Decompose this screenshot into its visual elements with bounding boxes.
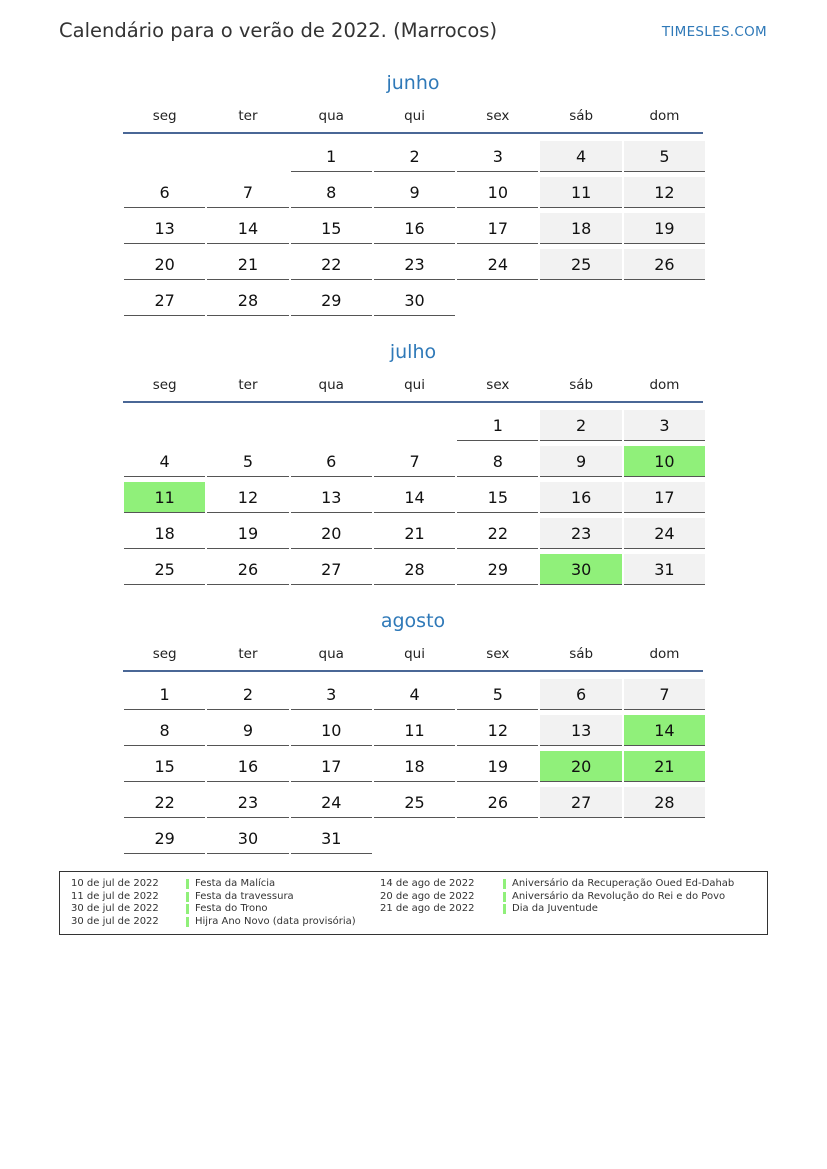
day-cell [123,712,206,748]
day-number: 14 [624,715,705,746]
empty-cell [206,407,289,443]
day-number: 16 [207,751,288,782]
month-junho [123,70,703,318]
day-number: 23 [374,249,455,280]
legend-holiday-name: Aniversário da Recuperação Oued Ed-Dahab [512,878,735,889]
day-number: 29 [457,554,538,585]
day-cell [623,138,706,174]
legend-holiday-name: Festa do Trono [195,903,268,914]
day-cell [456,712,539,748]
day-cell [206,712,289,748]
day-number: 3 [291,679,372,710]
day-cell [290,479,373,515]
day-cell [539,407,622,443]
day-number: 19 [624,213,705,244]
weekday-label: ter [238,108,258,124]
month-agosto [123,608,703,856]
weekday-label: qui [404,646,425,662]
weekday-label: qui [404,108,425,124]
weekday-label: qua [318,108,344,124]
day-number: 25 [124,554,205,585]
holiday-day-cell [623,443,706,479]
legend-date: 30 de jul de 2022 [71,903,159,914]
day-number: 2 [207,679,288,710]
weekday-label: sáb [569,646,594,662]
holiday-marker [186,904,189,914]
empty-cell [123,407,206,443]
legend-holiday-name: Festa da travessura [195,890,294,902]
day-cell [206,515,289,551]
holiday-marker [186,879,189,889]
weekday-label: qui [404,377,425,393]
day-number: 27 [291,554,372,585]
day-number: 15 [457,482,538,513]
day-number: 9 [540,446,621,477]
day-cell [123,443,206,479]
brand-link[interactable]: TIMESLES.COM [661,24,767,40]
day-number: 2 [540,410,621,441]
day-cell [373,443,456,479]
weekday-label: ter [238,377,258,393]
day-cell [623,174,706,210]
day-number: 3 [457,141,538,172]
day-cell [623,407,706,443]
day-cell [290,138,373,174]
day-number: 30 [374,285,455,316]
day-cell [206,479,289,515]
legend-date: 30 de jul de 2022 [71,915,159,927]
day-number: 7 [207,177,288,208]
day-number: 22 [457,518,538,549]
day-cell [456,515,539,551]
day-number: 16 [540,482,621,513]
day-number: 31 [624,554,705,585]
day-cell [373,282,456,318]
weekday-label: sex [486,108,510,124]
day-number: 18 [124,518,205,549]
day-number: 17 [291,751,372,782]
day-cell [456,784,539,820]
day-cell [373,784,456,820]
day-cell [539,443,622,479]
holiday-legend [59,871,768,935]
day-cell [290,748,373,784]
holiday-day-cell [123,479,206,515]
day-cell [290,551,373,587]
day-number: 22 [291,249,372,280]
day-cell [539,210,622,246]
day-number: 13 [291,482,372,513]
day-cell [539,174,622,210]
day-number: 6 [124,177,205,208]
month-julho [123,339,703,587]
day-cell [206,443,289,479]
weekday-label: seg [152,646,177,662]
weekday-header [123,375,703,403]
month-name: julho [389,341,437,363]
day-cell [623,551,706,587]
day-number: 14 [207,213,288,244]
day-cell [206,551,289,587]
day-number: 12 [457,715,538,746]
weekday-label: qua [318,646,344,662]
day-cell [456,676,539,712]
day-number: 23 [207,787,288,818]
day-cell [623,515,706,551]
day-number: 29 [291,285,372,316]
legend-date: 20 de ago de 2022 [380,890,475,902]
empty-cell [123,138,206,174]
day-cell [539,138,622,174]
day-number: 13 [124,213,205,244]
day-number: 26 [457,787,538,818]
legend-date: 14 de ago de 2022 [380,878,475,889]
day-number: 1 [291,141,372,172]
day-cell [123,515,206,551]
weekday-label: seg [152,108,177,124]
holiday-day-cell [623,712,706,748]
day-number: 11 [374,715,455,746]
month-name: agosto [380,610,446,632]
day-number: 18 [540,213,621,244]
day-number: 17 [624,482,705,513]
day-number: 14 [374,482,455,513]
day-cell [539,676,622,712]
day-cell [123,676,206,712]
day-cell [539,784,622,820]
day-number: 15 [124,751,205,782]
day-cell [373,748,456,784]
day-cell [373,174,456,210]
day-cell [206,282,289,318]
day-number: 15 [291,213,372,244]
day-number: 16 [374,213,455,244]
day-cell [456,174,539,210]
month-name: junho [386,72,440,94]
day-number: 7 [374,446,455,477]
day-number: 8 [457,446,538,477]
day-cell [373,712,456,748]
day-cell [123,551,206,587]
day-cell [539,246,622,282]
day-cell [206,174,289,210]
day-number: 2 [374,141,455,172]
day-cell [206,676,289,712]
day-cell [290,784,373,820]
day-number: 23 [540,518,621,549]
day-number: 9 [207,715,288,746]
day-cell [290,820,373,856]
day-grid [123,407,703,587]
day-cell [623,676,706,712]
day-number: 21 [207,249,288,280]
day-cell [123,282,206,318]
weekday-label: seg [152,377,177,393]
day-cell [373,676,456,712]
day-cell [123,784,206,820]
day-number: 25 [374,787,455,818]
day-number: 11 [124,482,205,513]
day-number: 13 [540,715,621,746]
day-number: 20 [124,249,205,280]
day-cell [373,551,456,587]
day-number: 3 [624,410,705,441]
day-cell [290,246,373,282]
day-number: 4 [374,679,455,710]
day-number: 19 [457,751,538,782]
legend-date: 21 de ago de 2022 [380,903,475,914]
day-number: 31 [291,823,372,854]
weekday-label: ter [238,646,258,662]
empty-cell [206,138,289,174]
legend-date: 10 de jul de 2022 [71,878,159,889]
day-number: 30 [540,554,621,585]
day-number: 28 [207,285,288,316]
day-number: 1 [457,410,538,441]
day-cell [123,210,206,246]
legend-holiday-name: Aniversário da Revolução do Rei e do Povo [512,890,726,902]
day-cell [373,210,456,246]
day-number: 28 [374,554,455,585]
day-number: 4 [124,446,205,477]
day-cell [456,443,539,479]
day-number: 5 [624,141,705,172]
day-number: 21 [374,518,455,549]
day-cell [539,479,622,515]
day-number: 10 [457,177,538,208]
day-cell [623,784,706,820]
day-number: 5 [207,446,288,477]
day-cell [456,479,539,515]
day-cell [456,551,539,587]
legend-holiday-name: Hijra Ano Novo (data provisória) [195,915,356,927]
day-number: 9 [374,177,455,208]
legend-holiday-name: Dia da Juventude [512,903,598,914]
day-number: 24 [291,787,372,818]
day-number: 10 [624,446,705,477]
empty-cell [290,407,373,443]
day-cell [123,748,206,784]
day-cell [456,210,539,246]
day-number: 10 [291,715,372,746]
holiday-marker [186,917,189,927]
day-number: 6 [291,446,372,477]
day-number: 24 [457,249,538,280]
day-cell [123,174,206,210]
day-cell [123,820,206,856]
day-number: 26 [207,554,288,585]
day-number: 17 [457,213,538,244]
day-number: 27 [124,285,205,316]
day-cell [206,784,289,820]
day-cell [206,246,289,282]
weekday-label: dom [649,646,680,662]
day-number: 27 [540,787,621,818]
day-cell [206,210,289,246]
day-cell [373,246,456,282]
day-cell [623,479,706,515]
day-number: 29 [124,823,205,854]
day-number: 11 [540,177,621,208]
day-number: 19 [207,518,288,549]
legend-holiday-name: Festa da Malícia [195,878,276,889]
legend-date: 11 de jul de 2022 [71,890,159,902]
day-cell [623,210,706,246]
weekday-label: qua [318,377,344,393]
day-number: 8 [291,177,372,208]
day-cell [206,748,289,784]
day-number: 7 [624,679,705,710]
weekday-header [123,644,703,672]
day-number: 26 [624,249,705,280]
day-number: 4 [540,141,621,172]
holiday-day-cell [623,748,706,784]
day-number: 5 [457,679,538,710]
weekday-label: dom [649,377,680,393]
day-number: 28 [624,787,705,818]
weekday-label: dom [649,108,680,124]
day-cell [290,282,373,318]
holiday-marker [503,892,506,902]
day-number: 20 [540,751,621,782]
day-number: 1 [124,679,205,710]
weekday-label: sáb [569,377,594,393]
weekday-label: sáb [569,108,594,124]
day-cell [456,138,539,174]
day-cell [206,820,289,856]
day-number: 25 [540,249,621,280]
day-cell [456,407,539,443]
day-number: 6 [540,679,621,710]
day-number: 18 [374,751,455,782]
weekday-label: sex [486,377,510,393]
day-cell [373,479,456,515]
day-number: 12 [207,482,288,513]
day-cell [290,210,373,246]
day-cell [623,246,706,282]
holiday-marker [503,904,506,914]
day-cell [373,138,456,174]
holiday-marker [503,879,506,889]
weekday-label: sex [486,646,510,662]
day-cell [290,676,373,712]
holiday-day-cell [539,748,622,784]
day-cell [539,712,622,748]
day-number: 20 [291,518,372,549]
day-cell [290,515,373,551]
holiday-marker [186,892,189,902]
day-cell [539,515,622,551]
empty-cell [373,407,456,443]
page-title: Calendário para o verão de 2022. (Marrocos) [59,19,498,42]
holiday-day-cell [539,551,622,587]
day-cell [373,515,456,551]
day-cell [290,712,373,748]
day-cell [123,246,206,282]
weekday-header [123,106,703,134]
day-grid [123,676,703,856]
day-number: 21 [624,751,705,782]
day-number: 12 [624,177,705,208]
day-number: 8 [124,715,205,746]
day-number: 30 [207,823,288,854]
day-grid [123,138,703,318]
day-cell [290,174,373,210]
day-number: 24 [624,518,705,549]
day-cell [290,443,373,479]
day-cell [456,246,539,282]
day-number: 22 [124,787,205,818]
day-cell [456,748,539,784]
